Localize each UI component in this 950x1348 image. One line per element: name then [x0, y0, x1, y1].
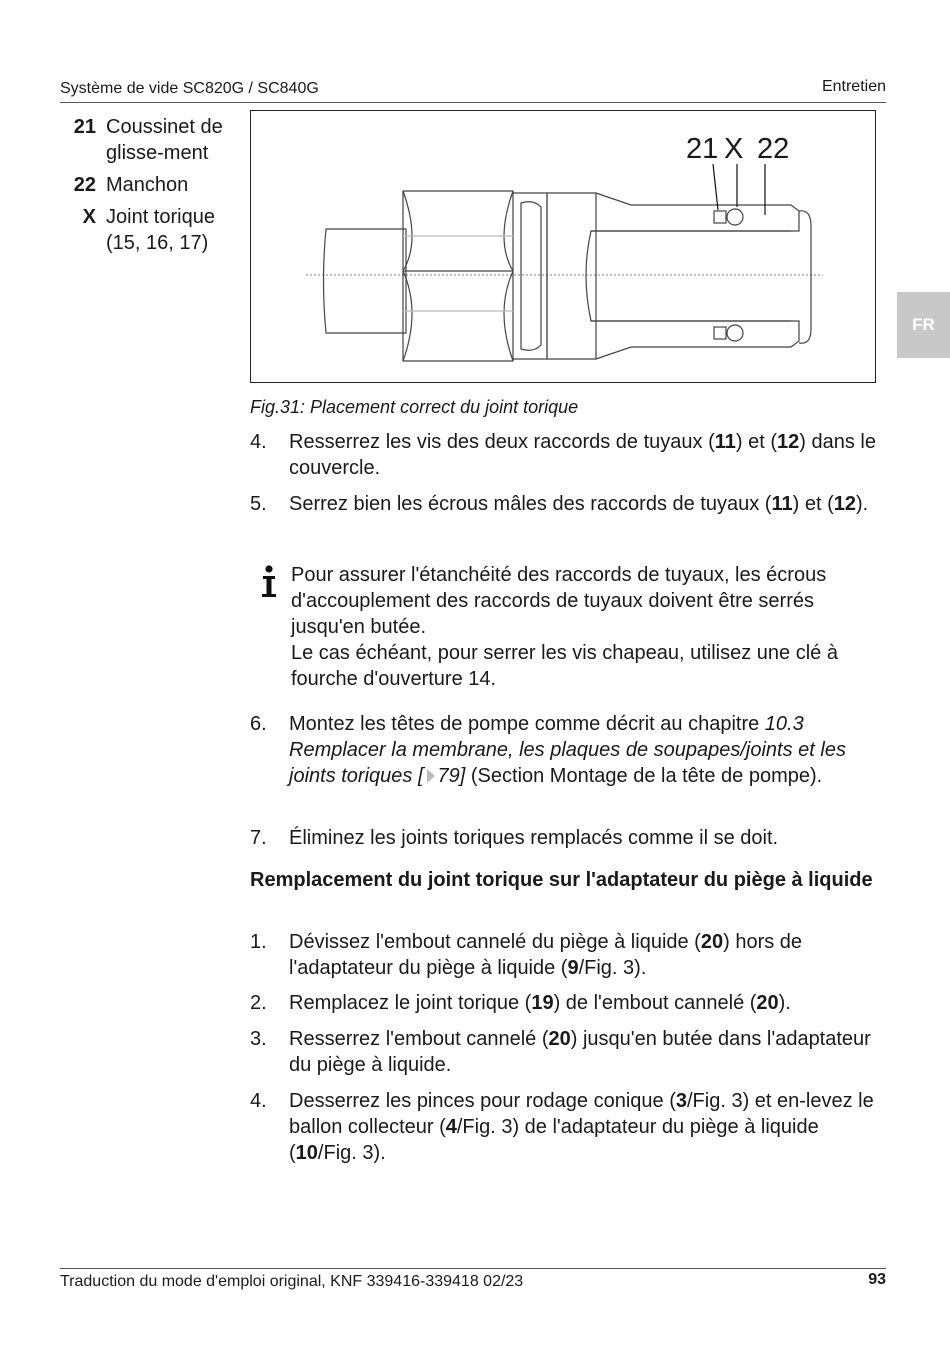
legend-number: 22 — [73, 174, 96, 196]
list-item: 6. Montez les têtes de pompe comme décrit au chapitre 10.3 Remplacer la membrane, les plaques de soupapes/joints et les joints toriques [ 79] (Section Montage de la tête de pompe). — [250, 713, 846, 787]
legend-item — [60, 172, 240, 198]
legend-number: X — [82, 206, 96, 228]
page-header — [60, 78, 886, 103]
legend-text: Coussinet de glisse-ment — [106, 116, 223, 164]
oring-bottom — [727, 325, 743, 341]
list-item: 3. Resserrez l'embout cannelé (20) jusqu'en butée dans l'adaptateur du piège à liquide. — [250, 1028, 871, 1076]
sleeve — [547, 193, 799, 359]
legend-item — [60, 114, 240, 166]
list-item: 7. Éliminez les joints toriques remplacés comme il se doit. — [250, 827, 779, 849]
list-item: 4. Desserrez les pinces pour rodage conique (3/Fig. 3) et en-levez le ballon collecteur (4/Fig. 3) de l'adaptateur du piège à liquide (10/Fig. 3). — [250, 1090, 874, 1164]
hex-nut — [403, 191, 513, 361]
legend-text: Joint torique (15, 16, 17) — [106, 206, 215, 254]
list-item: 4. Resserrez les vis des deux raccords de tuyaux (11) et (12) dans le couvercle. — [250, 431, 876, 479]
language-tab: FR — [897, 292, 950, 358]
neck — [513, 193, 547, 359]
oring-placement-figure — [250, 110, 876, 383]
oring-top — [727, 209, 743, 225]
figure-legend — [60, 114, 240, 262]
footer-text: Traduction du mode d'emploi original, KNF 339416-339418 02/23 — [60, 1273, 524, 1290]
callout-22: 22 — [757, 133, 790, 165]
page-number: 93 — [868, 1271, 886, 1288]
callout-21: 21 — [686, 133, 719, 165]
page-ref-arrow-icon — [427, 769, 435, 783]
chapter-reference[interactable]: 10.3 Remplacer la membrane, les plaques de soupapes/joints et les joints toriques [ 79] — [289, 713, 846, 787]
page-footer — [60, 1268, 886, 1299]
section-subheading: Remplacement du joint torique sur l'adaptateur du piège à liquide — [250, 869, 873, 891]
legend-text: Manchon — [106, 174, 189, 196]
figure-caption: Fig.31: Placement correct du joint torique — [250, 397, 579, 417]
info-icon — [260, 565, 278, 599]
list-item: 2. Remplacez le joint torique (19) de l'embout cannelé (20). — [250, 992, 791, 1014]
note-text: Pour assurer l'étanchéité des raccords de tuyaux, les écrous d'accouplement des raccords de tuyaux doivent être serrés jusqu'en butée. — [291, 564, 827, 638]
legend-item — [60, 204, 240, 256]
document-title: Système de vide SC820G / SC840G — [60, 80, 319, 97]
section-title: Entretien — [821, 78, 886, 95]
list-item: 5. Serrez bien les écrous mâles des raccords de tuyaux (11) et (12). — [250, 493, 869, 515]
shaft — [324, 229, 407, 333]
callout-x: X — [724, 133, 744, 165]
legend-number: 21 — [73, 116, 96, 138]
bearing-top — [714, 211, 726, 223]
list-item: 1. Dévissez l'embout cannelé du piège à liquide (20) hors de l'adaptateur du piège à liquide (9/Fig. 3). — [250, 931, 803, 979]
note-text: Le cas échéant, pour serrer les vis chapeau, utilisez une clé à fourche d'ouverture 14. — [291, 642, 838, 690]
